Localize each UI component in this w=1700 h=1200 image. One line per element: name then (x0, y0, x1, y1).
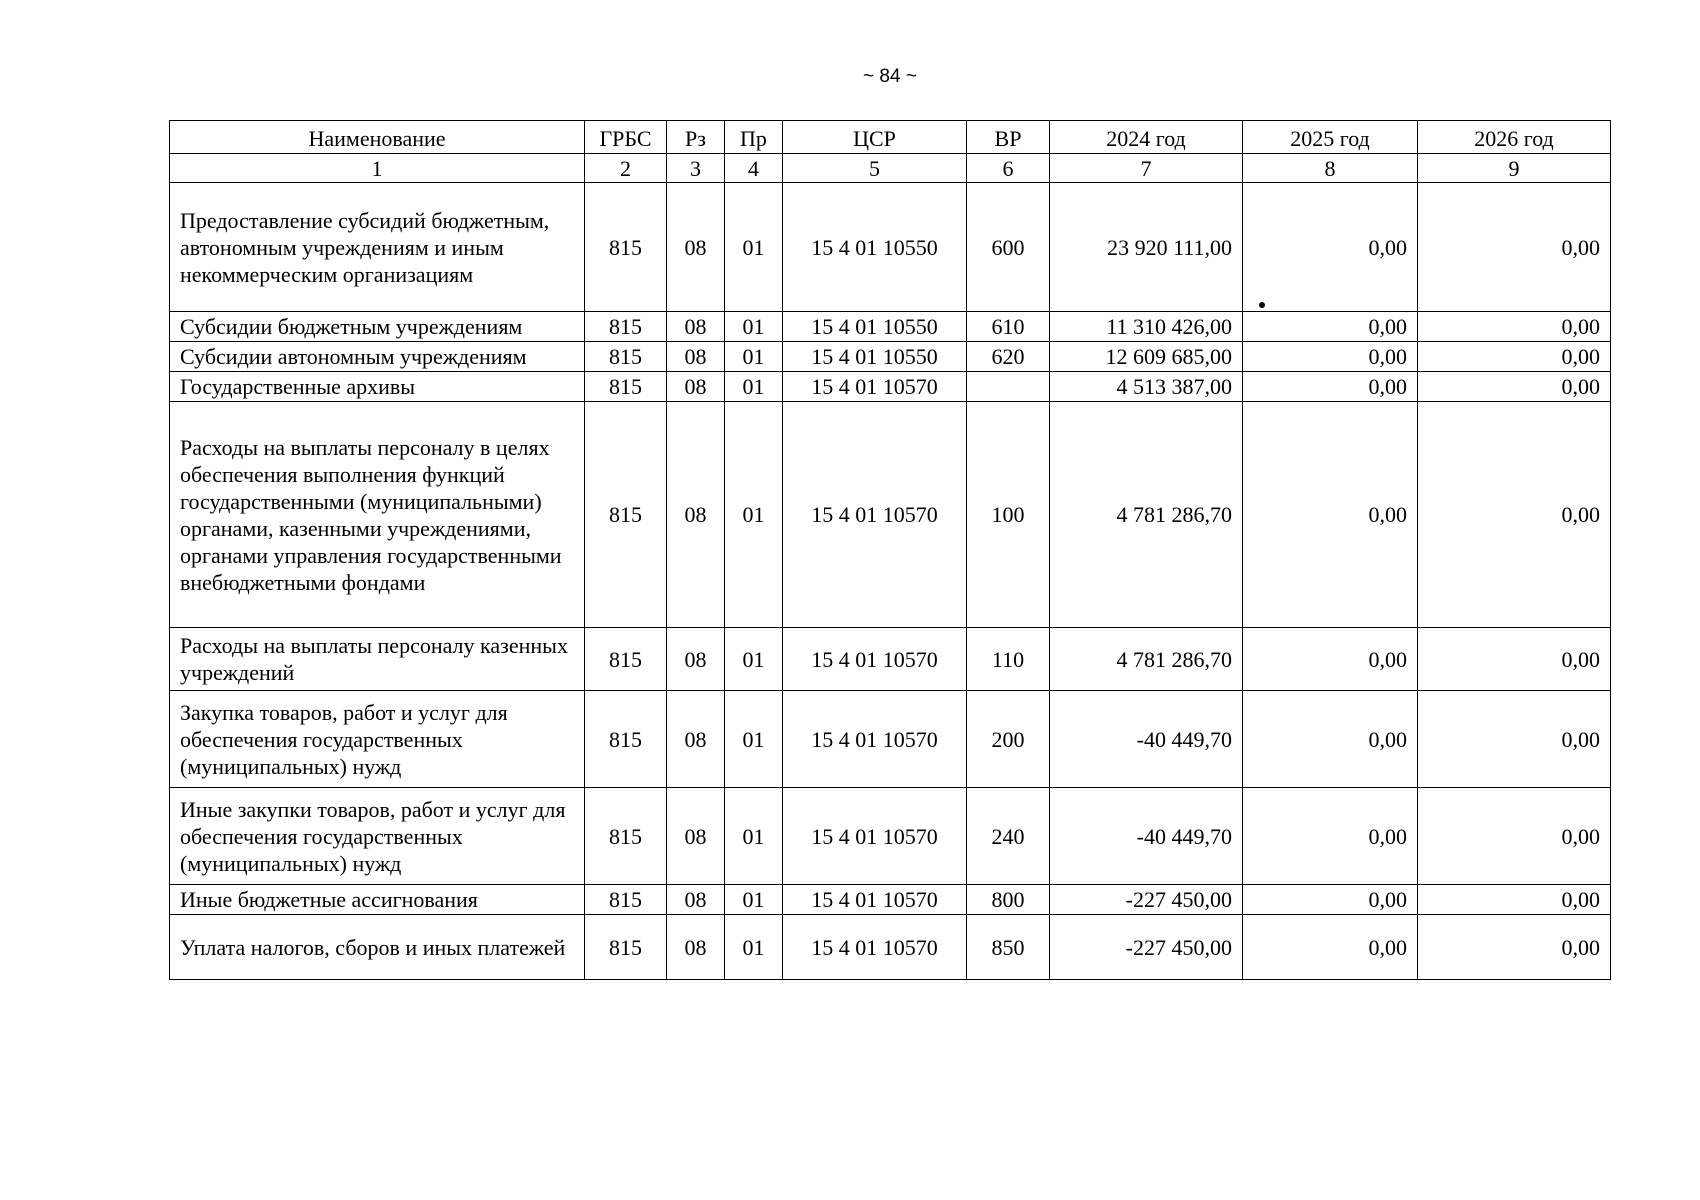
row-2024: -227 450,00 (1050, 915, 1243, 980)
row-grbs: 815 (585, 788, 667, 885)
row-2026: 0,00 (1418, 691, 1611, 788)
table-row (170, 885, 1611, 915)
row-2025: 0,00 (1243, 885, 1418, 915)
row-2026: 0,00 (1418, 342, 1611, 372)
row-csr: 15 4 01 10570 (783, 788, 967, 885)
row-rz: 08 (667, 788, 725, 885)
row-rz: 08 (667, 885, 725, 915)
row-rz: 08 (667, 183, 725, 312)
row-pr: 01 (725, 885, 783, 915)
row-2026: 0,00 (1418, 312, 1611, 342)
row-csr: 15 4 01 10550 (783, 342, 967, 372)
table-row (170, 312, 1611, 342)
row-name: Расходы на выплаты персоналу в целях обеспечения выполнения функций государственными (муниципальными) органами, казенными учреждениями, органами управления государственными внебюджетными фондами (170, 402, 585, 628)
header-vr: ВР (967, 121, 1050, 154)
row-name: Предоставление субсидий бюджетным, автономным учреждениям и иным некоммерческим организациям (170, 183, 585, 312)
row-2025: 0,00 (1243, 312, 1418, 342)
column-number-row (170, 154, 1611, 183)
row-2026: 0,00 (1418, 885, 1611, 915)
header-name: Наименование (170, 121, 585, 154)
table-row (170, 915, 1611, 980)
row-grbs: 815 (585, 183, 667, 312)
row-2025: 0,00 (1243, 402, 1418, 628)
row-2024: -40 449,70 (1050, 691, 1243, 788)
row-name: Иные закупки товаров, работ и услуг для обеспечения государственных (муниципальных) нужд (170, 788, 585, 885)
row-pr: 01 (725, 788, 783, 885)
row-2025: 0,00 (1243, 183, 1418, 312)
table-row (170, 342, 1611, 372)
row-rz: 08 (667, 402, 725, 628)
table-row (170, 628, 1611, 691)
row-vr: 240 (967, 788, 1050, 885)
row-2026: 0,00 (1418, 915, 1611, 980)
row-grbs: 815 (585, 402, 667, 628)
row-2025: 0,00 (1243, 628, 1418, 691)
row-rz: 08 (667, 342, 725, 372)
header-csr: ЦСР (783, 121, 967, 154)
row-pr: 01 (725, 342, 783, 372)
row-vr: 200 (967, 691, 1050, 788)
row-2025: 0,00 (1243, 915, 1418, 980)
row-csr: 15 4 01 10570 (783, 372, 967, 402)
row-2026: 0,00 (1418, 402, 1611, 628)
header-2026: 2026 год (1418, 121, 1611, 154)
header-pr: Пр (725, 121, 783, 154)
table-row (170, 402, 1611, 628)
row-2025: 0,00 (1243, 372, 1418, 402)
row-vr: 800 (967, 885, 1050, 915)
row-csr: 15 4 01 10550 (783, 183, 967, 312)
row-pr: 01 (725, 628, 783, 691)
column-number: 5 (783, 154, 967, 183)
column-number: 3 (667, 154, 725, 183)
table-row (170, 372, 1611, 402)
row-2024: -227 450,00 (1050, 885, 1243, 915)
row-csr: 15 4 01 10570 (783, 628, 967, 691)
header-2025: 2025 год (1243, 121, 1418, 154)
row-2024: 4 781 286,70 (1050, 402, 1243, 628)
table-row (170, 788, 1611, 885)
row-2026: 0,00 (1418, 372, 1611, 402)
column-number: 9 (1418, 154, 1611, 183)
row-rz: 08 (667, 312, 725, 342)
row-2024: 12 609 685,00 (1050, 342, 1243, 372)
row-rz: 08 (667, 628, 725, 691)
column-number: 6 (967, 154, 1050, 183)
row-pr: 01 (725, 183, 783, 312)
row-pr: 01 (725, 402, 783, 628)
row-vr: 610 (967, 312, 1050, 342)
row-2026: 0,00 (1418, 183, 1611, 312)
row-vr: 620 (967, 342, 1050, 372)
scan-dot-mark (1259, 302, 1265, 308)
table-row (170, 183, 1611, 312)
row-2024: 11 310 426,00 (1050, 312, 1243, 342)
row-2024: 4 513 387,00 (1050, 372, 1243, 402)
row-pr: 01 (725, 312, 783, 342)
table-row (170, 691, 1611, 788)
row-vr: 100 (967, 402, 1050, 628)
row-2026: 0,00 (1418, 628, 1611, 691)
row-grbs: 815 (585, 691, 667, 788)
row-pr: 01 (725, 691, 783, 788)
row-name: Уплата налогов, сборов и иных платежей (170, 915, 585, 980)
row-csr: 15 4 01 10570 (783, 885, 967, 915)
page-number: ~ 84 ~ (863, 66, 917, 87)
row-vr: 600 (967, 183, 1050, 312)
column-number: 2 (585, 154, 667, 183)
row-csr: 15 4 01 10570 (783, 402, 967, 628)
row-csr: 15 4 01 10550 (783, 312, 967, 342)
column-number: 1 (170, 154, 585, 183)
row-csr: 15 4 01 10570 (783, 691, 967, 788)
row-name: Субсидии автономным учреждениям (170, 342, 585, 372)
budget-table (169, 120, 1611, 980)
row-rz: 08 (667, 915, 725, 980)
table-header-row (170, 121, 1611, 154)
header-rz: Рз (667, 121, 725, 154)
row-2024: -40 449,70 (1050, 788, 1243, 885)
row-grbs: 815 (585, 915, 667, 980)
row-grbs: 815 (585, 312, 667, 342)
row-grbs: 815 (585, 885, 667, 915)
row-2024: 4 781 286,70 (1050, 628, 1243, 691)
row-2024: 23 920 111,00 (1050, 183, 1243, 312)
header-grbs: ГРБС (585, 121, 667, 154)
row-2025: 0,00 (1243, 691, 1418, 788)
row-2025: 0,00 (1243, 342, 1418, 372)
column-number: 4 (725, 154, 783, 183)
row-rz: 08 (667, 691, 725, 788)
row-name: Закупка товаров, работ и услуг для обеспечения государственных (муниципальных) нужд (170, 691, 585, 788)
row-grbs: 815 (585, 372, 667, 402)
row-grbs: 815 (585, 342, 667, 372)
row-name: Государственные архивы (170, 372, 585, 402)
column-number: 8 (1243, 154, 1418, 183)
row-rz: 08 (667, 372, 725, 402)
row-vr: 850 (967, 915, 1050, 980)
row-pr: 01 (725, 372, 783, 402)
row-name: Расходы на выплаты персоналу казенных учреждений (170, 628, 585, 691)
row-name: Субсидии бюджетным учреждениям (170, 312, 585, 342)
column-number: 7 (1050, 154, 1243, 183)
row-csr: 15 4 01 10570 (783, 915, 967, 980)
row-name: Иные бюджетные ассигнования (170, 885, 585, 915)
row-2026: 0,00 (1418, 788, 1611, 885)
row-grbs: 815 (585, 628, 667, 691)
row-vr (967, 372, 1050, 402)
header-2024: 2024 год (1050, 121, 1243, 154)
row-vr: 110 (967, 628, 1050, 691)
row-pr: 01 (725, 915, 783, 980)
row-2025: 0,00 (1243, 788, 1418, 885)
